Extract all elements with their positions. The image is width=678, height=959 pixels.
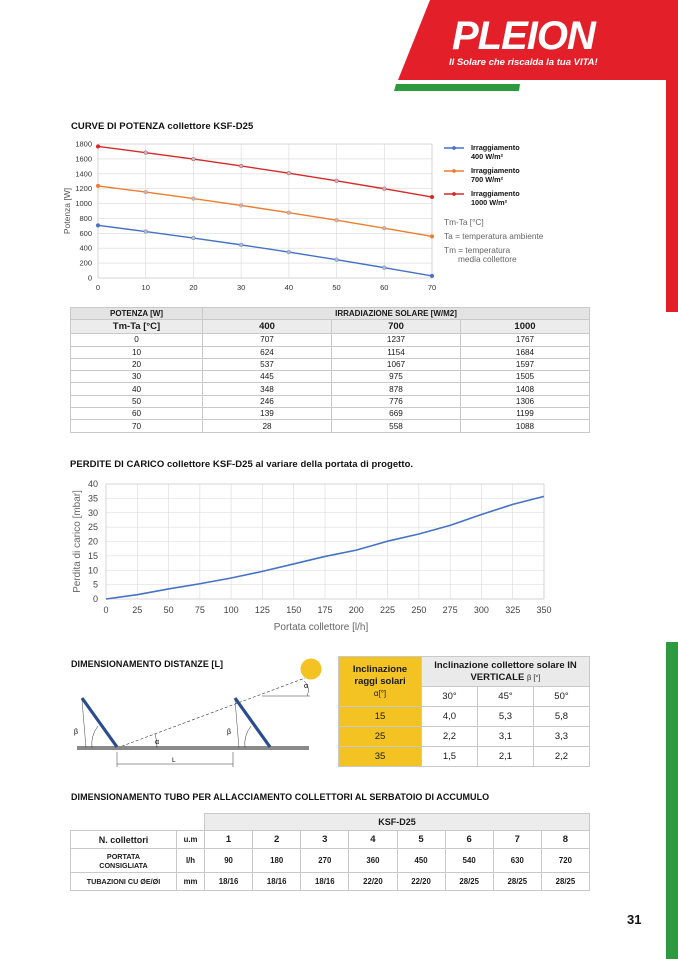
banner-green-stripe bbox=[394, 84, 520, 91]
brand-tagline: Il Solare che riscalda la tua VITA! bbox=[449, 57, 598, 68]
data-point bbox=[430, 195, 434, 199]
data-point bbox=[144, 151, 148, 155]
pipe-table-value-cell: 22/20 bbox=[349, 873, 397, 891]
y-tick-label: 35 bbox=[87, 493, 98, 504]
data-point bbox=[382, 226, 386, 230]
distances-table-alpha-cell: 35 bbox=[339, 747, 422, 767]
pipe-table-value-cell: 18/16 bbox=[301, 873, 349, 891]
power-table-value-cell: 624 bbox=[203, 346, 332, 358]
x-tick-label: 150 bbox=[286, 605, 302, 615]
y-tick-label: 10 bbox=[87, 565, 98, 576]
beta-angle-arc bbox=[245, 726, 251, 748]
y-tick-label: 25 bbox=[87, 522, 98, 533]
x-tick-label: 250 bbox=[411, 605, 427, 615]
pipe-table-row-label: N. collettori bbox=[71, 831, 177, 849]
power-table-value-cell: 776 bbox=[332, 395, 461, 407]
beta-label: β bbox=[227, 729, 232, 736]
power-chart-title: CURVE DI POTENZA collettore KSF-D25 bbox=[71, 121, 254, 132]
power-table-value-cell: 1088 bbox=[461, 420, 590, 432]
x-tick-label: 50 bbox=[163, 605, 174, 615]
series-line bbox=[98, 146, 432, 197]
y-tick-label: 400 bbox=[79, 243, 92, 253]
data-point bbox=[96, 223, 100, 227]
beta-label: β bbox=[74, 729, 79, 736]
power-table-head-right: IRRADIAZIONE SOLARE [W/M2] bbox=[203, 308, 590, 320]
distances-table-right-head bbox=[422, 657, 590, 687]
pipe-table-row bbox=[71, 849, 590, 873]
chart-note: Tm-Ta [°C] bbox=[444, 217, 484, 227]
x-tick-label: 50 bbox=[332, 283, 341, 292]
distances-table-left-head bbox=[339, 657, 422, 707]
power-table-value-cell: 1505 bbox=[461, 371, 590, 383]
distances-title: DIMENSIONAMENTO DISTANZE [L] bbox=[71, 659, 224, 669]
y-tick-label: 600 bbox=[79, 228, 92, 238]
power-table-value-cell: 28 bbox=[203, 420, 332, 432]
left-head-unit: α[°] bbox=[373, 688, 387, 698]
length-label: L bbox=[172, 757, 176, 764]
pipe-table-value-cell: 6 bbox=[445, 831, 493, 849]
page-number: 31 bbox=[627, 912, 642, 927]
power-table-temp-cell: 20 bbox=[71, 358, 203, 370]
distances-diagram bbox=[62, 656, 322, 771]
side-bar-green bbox=[666, 642, 678, 959]
chart-note: Tm = temperatura bbox=[444, 245, 511, 255]
x-tick-label: 20 bbox=[189, 283, 198, 292]
pipe-table-value-cell: 90 bbox=[205, 849, 253, 873]
pipe-table-value-cell: 4 bbox=[349, 831, 397, 849]
distances-table-row bbox=[339, 727, 590, 747]
y-tick-label: 30 bbox=[87, 507, 98, 518]
pipe-table-model: KSF-D25 bbox=[205, 814, 590, 831]
y-axis-label: Perdita di carico [mbar] bbox=[72, 490, 83, 593]
x-tick-label: 300 bbox=[473, 605, 489, 615]
alpha-label: α bbox=[304, 683, 309, 690]
pipe-table-row-label: TUBAZIONI CU ØE/ØI bbox=[71, 873, 177, 891]
pipe-table-value-cell: 540 bbox=[445, 849, 493, 873]
data-point bbox=[239, 204, 243, 208]
distances-table-value-cell: 2,2 bbox=[533, 747, 589, 767]
legend-label: 700 W/m² bbox=[471, 175, 504, 184]
pipe-table-spacer bbox=[177, 814, 205, 831]
distances-table-value-cell: 2,2 bbox=[422, 727, 478, 747]
data-point bbox=[192, 157, 196, 161]
x-tick-label: 125 bbox=[254, 605, 270, 615]
y-tick-label: 0 bbox=[92, 594, 98, 604]
brand-banner bbox=[0, 0, 678, 95]
data-point bbox=[335, 218, 339, 222]
data-point bbox=[239, 164, 243, 168]
distances-table-value-cell: 5,3 bbox=[477, 707, 533, 727]
ground-line bbox=[77, 746, 309, 750]
power-table-head-left: POTENZA [W] bbox=[71, 308, 203, 320]
data-point bbox=[192, 197, 196, 201]
power-table-row bbox=[71, 358, 590, 370]
collector-panel bbox=[235, 698, 270, 747]
beta-angle-arc bbox=[92, 726, 98, 748]
distances-table-value-cell: 1,5 bbox=[422, 747, 478, 767]
brand-logo: PLEION bbox=[452, 14, 595, 58]
power-table-temp-cell: 70 bbox=[71, 420, 203, 432]
pipe-table-value-cell: 7 bbox=[493, 831, 541, 849]
series-line bbox=[98, 186, 432, 237]
y-tick-label: 5 bbox=[92, 579, 98, 590]
side-bar-red bbox=[666, 0, 678, 312]
series-line bbox=[98, 225, 432, 276]
pipe-table-unit: mm bbox=[177, 873, 205, 891]
pipe-table-value-cell: 720 bbox=[541, 849, 589, 873]
power-table-value-cell: 537 bbox=[203, 358, 332, 370]
pipe-table-value-cell: 28/25 bbox=[541, 873, 589, 891]
power-table-value-cell: 1684 bbox=[461, 346, 590, 358]
sun-icon bbox=[301, 659, 322, 680]
data-point bbox=[96, 145, 100, 149]
power-table-value-cell: 1067 bbox=[332, 358, 461, 370]
power-table-row bbox=[71, 383, 590, 395]
pipe-table-value-cell: 18/16 bbox=[205, 873, 253, 891]
power-table-value-cell: 1199 bbox=[461, 408, 590, 420]
data-point bbox=[430, 235, 434, 239]
power-table-value-cell: 669 bbox=[332, 408, 461, 420]
data-point bbox=[335, 258, 339, 262]
pipe-table-value-cell: 270 bbox=[301, 849, 349, 873]
pipe-table-unit: u.m bbox=[177, 831, 205, 849]
distances-table-value-cell: 4,0 bbox=[422, 707, 478, 727]
data-point bbox=[382, 266, 386, 270]
right-head-text: Inclinazione collettore solare IN VERTICALE bbox=[434, 659, 577, 683]
pipe-table-row-label: PORTATA CONSIGLIATA bbox=[71, 849, 177, 873]
y-tick-label: 20 bbox=[87, 536, 98, 547]
power-table-col: 400 bbox=[203, 320, 332, 334]
x-tick-label: 70 bbox=[427, 283, 437, 292]
x-tick-label: 10 bbox=[141, 283, 150, 292]
data-point bbox=[96, 184, 100, 188]
distances-table-value-cell: 2,1 bbox=[477, 747, 533, 767]
collector-panel-support bbox=[82, 700, 86, 748]
power-table-row bbox=[71, 371, 590, 383]
distances-table-row bbox=[339, 747, 590, 767]
x-tick-label: 225 bbox=[380, 605, 396, 615]
pipe-table-value-cell: 8 bbox=[541, 831, 589, 849]
y-tick-label: 1200 bbox=[75, 184, 92, 194]
power-table-col-label: Tm-Ta [°C] bbox=[71, 320, 203, 334]
distances-table-col: 30° bbox=[422, 687, 478, 707]
power-table-value-cell: 975 bbox=[332, 371, 461, 383]
banner-white-stripe bbox=[396, 80, 678, 84]
x-tick-label: 0 bbox=[103, 605, 109, 615]
pressure-chart bbox=[60, 474, 580, 644]
power-table-row bbox=[71, 408, 590, 420]
distances-table-col: 45° bbox=[477, 687, 533, 707]
data-point bbox=[287, 250, 291, 254]
chart-note: media collettore bbox=[458, 254, 517, 264]
power-table-value-cell: 878 bbox=[332, 383, 461, 395]
power-table-value-cell: 1306 bbox=[461, 395, 590, 407]
pipe-table-value-cell: 360 bbox=[349, 849, 397, 873]
legend-marker bbox=[452, 169, 456, 173]
power-table-value-cell: 246 bbox=[203, 395, 332, 407]
pipe-table-spacer bbox=[71, 814, 177, 831]
pipe-table-value-cell: 450 bbox=[397, 849, 445, 873]
y-tick-label: 200 bbox=[79, 258, 92, 268]
y-tick-label: 800 bbox=[79, 213, 92, 223]
data-point bbox=[192, 236, 196, 240]
power-table-temp-cell: 40 bbox=[71, 383, 203, 395]
power-table-value-cell: 445 bbox=[203, 371, 332, 383]
y-tick-label: 1800 bbox=[75, 139, 92, 149]
legend-label: 400 W/m² bbox=[471, 152, 504, 161]
x-tick-label: 100 bbox=[223, 605, 239, 615]
power-table-value-cell: 1237 bbox=[332, 334, 461, 346]
sun-ray-line bbox=[117, 678, 305, 748]
x-tick-label: 40 bbox=[284, 283, 294, 292]
power-chart bbox=[60, 136, 560, 296]
pipe-table-value-cell: 28/25 bbox=[445, 873, 493, 891]
power-table-temp-cell: 50 bbox=[71, 395, 203, 407]
power-table-col: 700 bbox=[332, 320, 461, 334]
power-table-col: 1000 bbox=[461, 320, 590, 334]
power-table-row bbox=[71, 334, 590, 346]
data-point bbox=[430, 274, 434, 278]
power-table-value-cell: 707 bbox=[203, 334, 332, 346]
pipe-table-value-cell: 22/20 bbox=[397, 873, 445, 891]
x-tick-label: 350 bbox=[536, 605, 552, 615]
x-tick-label: 175 bbox=[317, 605, 333, 615]
right-head-unit: β [°] bbox=[526, 672, 541, 682]
distances-table bbox=[338, 656, 590, 767]
power-table-row bbox=[71, 420, 590, 432]
x-tick-label: 60 bbox=[380, 283, 389, 292]
distances-table-value-cell: 3,1 bbox=[477, 727, 533, 747]
y-tick-label: 1000 bbox=[75, 199, 92, 209]
power-table-temp-cell: 30 bbox=[71, 371, 203, 383]
distances-table-alpha-cell: 15 bbox=[339, 707, 422, 727]
legend-label: Irraggiamento bbox=[471, 189, 520, 198]
power-table-value-cell: 139 bbox=[203, 408, 332, 420]
power-table-value-cell: 348 bbox=[203, 383, 332, 395]
power-table-value-cell: 1597 bbox=[461, 358, 590, 370]
legend-label: Irraggiamento bbox=[471, 166, 520, 175]
x-tick-label: 75 bbox=[194, 605, 205, 615]
y-tick-label: 1400 bbox=[75, 169, 92, 179]
data-point bbox=[287, 171, 291, 175]
power-table-row bbox=[71, 395, 590, 407]
legend-marker bbox=[452, 192, 456, 196]
x-axis-label: Portata collettore [l/h] bbox=[273, 622, 369, 633]
distances-table-value-cell: 3,3 bbox=[533, 727, 589, 747]
power-table-temp-cell: 10 bbox=[71, 346, 203, 358]
y-axis-label: Potenza [W] bbox=[62, 187, 72, 235]
pipe-table-value-cell: 3 bbox=[301, 831, 349, 849]
distances-table-alpha-cell: 25 bbox=[339, 727, 422, 747]
alpha-label: α bbox=[155, 739, 160, 746]
x-tick-label: 200 bbox=[348, 605, 364, 615]
pipe-table-value-cell: 18/16 bbox=[253, 873, 301, 891]
x-tick-label: 0 bbox=[95, 283, 101, 292]
pipe-table-value-cell: 2 bbox=[253, 831, 301, 849]
distances-table-value-cell: 5,8 bbox=[533, 707, 589, 727]
data-point bbox=[335, 179, 339, 183]
y-tick-label: 1600 bbox=[75, 154, 92, 164]
x-tick-label: 325 bbox=[505, 605, 521, 615]
plot-area-frame bbox=[98, 144, 432, 278]
legend-label: Irraggiamento bbox=[471, 143, 520, 152]
power-table-value-cell: 558 bbox=[332, 420, 461, 432]
pipe-table-row bbox=[71, 873, 590, 891]
chart-note: Ta = temperatura ambiente bbox=[444, 231, 544, 241]
collector-panel-support bbox=[235, 700, 239, 748]
data-point bbox=[144, 190, 148, 194]
data-point bbox=[144, 230, 148, 234]
collector-panel bbox=[82, 698, 117, 747]
power-table-temp-cell: 60 bbox=[71, 408, 203, 420]
pipe-table-value-cell: 5 bbox=[397, 831, 445, 849]
x-tick-label: 30 bbox=[236, 283, 246, 292]
y-tick-label: 40 bbox=[87, 479, 98, 489]
pipe-title: DIMENSIONAMENTO TUBO PER ALLACCIAMENTO COLLETTORI AL SERBATOIO DI ACCUMULO bbox=[71, 792, 490, 802]
pipe-table-unit: l/h bbox=[177, 849, 205, 873]
distances-table-col: 50° bbox=[533, 687, 589, 707]
pipe-table-value-cell: 630 bbox=[493, 849, 541, 873]
pipe-table-row bbox=[71, 831, 590, 849]
pipe-table bbox=[70, 813, 590, 891]
data-point bbox=[382, 187, 386, 191]
y-tick-label: 0 bbox=[87, 273, 92, 283]
pipe-table-value-cell: 180 bbox=[253, 849, 301, 873]
left-head-text: Inclinazione raggi solari bbox=[352, 663, 408, 687]
power-table-value-cell: 1408 bbox=[461, 383, 590, 395]
power-table-temp-cell: 0 bbox=[71, 334, 203, 346]
data-point bbox=[287, 211, 291, 215]
pipe-table-value-cell: 28/25 bbox=[493, 873, 541, 891]
data-point bbox=[239, 243, 243, 247]
legend-label: 1000 W/m² bbox=[471, 198, 508, 207]
power-table-value-cell: 1154 bbox=[332, 346, 461, 358]
power-table-value-cell: 1767 bbox=[461, 334, 590, 346]
pipe-table-value-cell: 1 bbox=[205, 831, 253, 849]
y-tick-label: 15 bbox=[87, 550, 98, 561]
power-table-row bbox=[71, 346, 590, 358]
distances-table-row bbox=[339, 707, 590, 727]
legend-marker bbox=[452, 146, 456, 150]
x-tick-label: 275 bbox=[442, 605, 458, 615]
power-table bbox=[70, 307, 590, 433]
x-tick-label: 25 bbox=[132, 605, 143, 615]
pressure-chart-title: PERDITE DI CARICO collettore KSF-D25 al variare della portata di progetto. bbox=[70, 459, 414, 470]
